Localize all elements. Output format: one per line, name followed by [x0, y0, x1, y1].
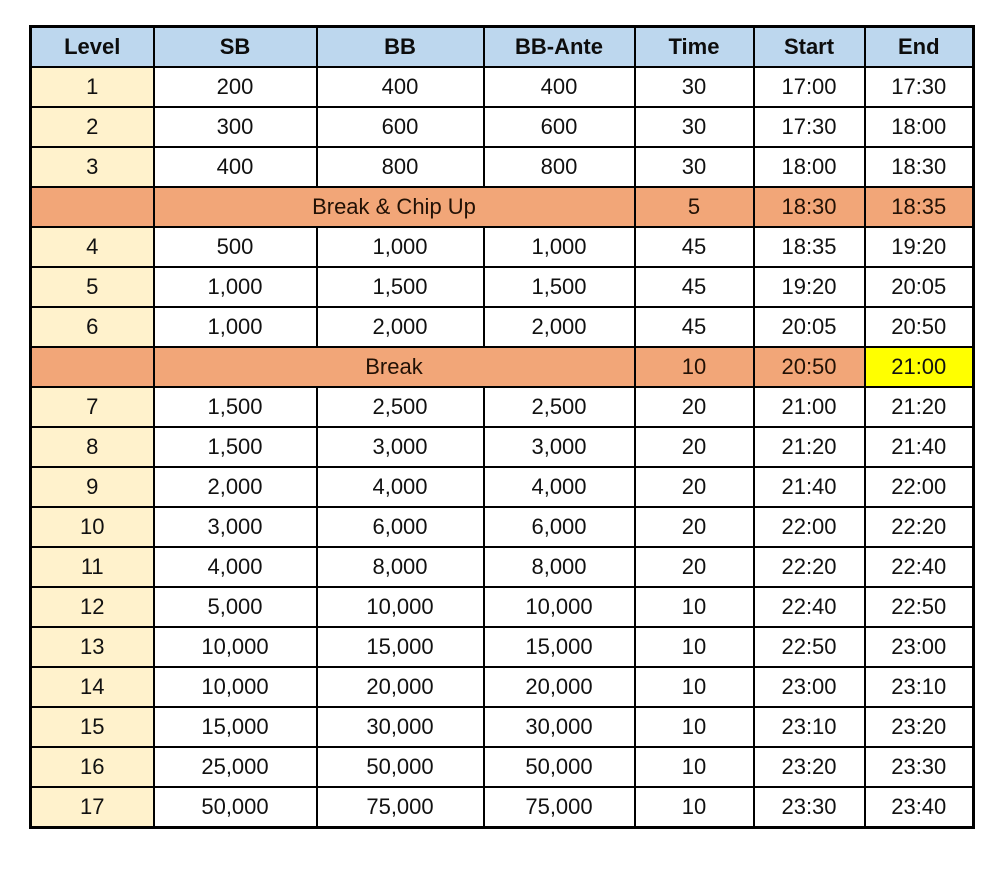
- cell-level: 17: [31, 787, 154, 828]
- cell-end-highlighted: 21:00: [865, 347, 974, 387]
- level-row: [31, 627, 974, 667]
- cell-time: 10: [635, 667, 754, 707]
- cell-bb-ante: 8,000: [484, 547, 635, 587]
- cell-bb: 50,000: [317, 747, 484, 787]
- cell-bb: 10,000: [317, 587, 484, 627]
- cell-start: 22:50: [754, 627, 865, 667]
- cell-time: 10: [635, 707, 754, 747]
- cell-end: 23:00: [865, 627, 974, 667]
- cell-bb-ante: 800: [484, 147, 635, 187]
- cell-level: 5: [31, 267, 154, 307]
- cell-bb-ante: 75,000: [484, 787, 635, 828]
- cell-level: 4: [31, 227, 154, 267]
- cell-bb-ante: 1,500: [484, 267, 635, 307]
- cell-bb: 4,000: [317, 467, 484, 507]
- cell-level: 10: [31, 507, 154, 547]
- table-header: [31, 27, 974, 68]
- cell-sb: 3,000: [154, 507, 317, 547]
- cell-start: 18:00: [754, 147, 865, 187]
- level-row: [31, 427, 974, 467]
- cell-bb-ante: 600: [484, 107, 635, 147]
- cell-bb-ante: 10,000: [484, 587, 635, 627]
- cell-sb: 200: [154, 67, 317, 107]
- cell-sb: 2,000: [154, 467, 317, 507]
- cell-start: 21:40: [754, 467, 865, 507]
- cell-end: 22:50: [865, 587, 974, 627]
- break-row: [31, 347, 974, 387]
- cell-sb: 1,000: [154, 267, 317, 307]
- column-header-bb: BB: [317, 27, 484, 68]
- cell-bb-ante: 6,000: [484, 507, 635, 547]
- level-row: [31, 587, 974, 627]
- cell-sb: 1,500: [154, 387, 317, 427]
- cell-sb: 25,000: [154, 747, 317, 787]
- cell-start: 22:40: [754, 587, 865, 627]
- cell-level: 14: [31, 667, 154, 707]
- cell-bb: 2,500: [317, 387, 484, 427]
- cell-level: 13: [31, 627, 154, 667]
- cell-start: 23:10: [754, 707, 865, 747]
- cell-level-empty: [31, 187, 154, 227]
- cell-start: 18:35: [754, 227, 865, 267]
- cell-level: 12: [31, 587, 154, 627]
- cell-start: 19:20: [754, 267, 865, 307]
- level-row: [31, 467, 974, 507]
- level-row: [31, 707, 974, 747]
- cell-bb: 30,000: [317, 707, 484, 747]
- cell-sb: 10,000: [154, 667, 317, 707]
- cell-end: 20:05: [865, 267, 974, 307]
- level-row: [31, 67, 974, 107]
- cell-start: 23:30: [754, 787, 865, 828]
- level-row: [31, 547, 974, 587]
- cell-bb: 15,000: [317, 627, 484, 667]
- cell-bb: 75,000: [317, 787, 484, 828]
- cell-bb: 1,500: [317, 267, 484, 307]
- cell-bb: 2,000: [317, 307, 484, 347]
- cell-bb: 6,000: [317, 507, 484, 547]
- cell-bb: 800: [317, 147, 484, 187]
- break-row: [31, 187, 974, 227]
- cell-end: 17:30: [865, 67, 974, 107]
- cell-end: 20:50: [865, 307, 974, 347]
- cell-time: 45: [635, 307, 754, 347]
- cell-end: 23:20: [865, 707, 974, 747]
- cell-level: 16: [31, 747, 154, 787]
- cell-bb-ante: 15,000: [484, 627, 635, 667]
- cell-bb: 1,000: [317, 227, 484, 267]
- cell-level: 2: [31, 107, 154, 147]
- cell-bb: 400: [317, 67, 484, 107]
- cell-start: 21:00: [754, 387, 865, 427]
- cell-bb-ante: 1,000: [484, 227, 635, 267]
- cell-bb-ante: 2,500: [484, 387, 635, 427]
- column-header-sb: SB: [154, 27, 317, 68]
- cell-level: 9: [31, 467, 154, 507]
- cell-time: 30: [635, 107, 754, 147]
- cell-sb: 50,000: [154, 787, 317, 828]
- cell-start: 17:00: [754, 67, 865, 107]
- cell-sb: 5,000: [154, 587, 317, 627]
- level-row: [31, 307, 974, 347]
- cell-sb: 10,000: [154, 627, 317, 667]
- cell-level-empty: [31, 347, 154, 387]
- cell-level: 8: [31, 427, 154, 467]
- cell-time: 45: [635, 227, 754, 267]
- cell-time: 20: [635, 507, 754, 547]
- cell-end: 19:20: [865, 227, 974, 267]
- cell-time: 30: [635, 147, 754, 187]
- cell-sb: 300: [154, 107, 317, 147]
- cell-level: 15: [31, 707, 154, 747]
- cell-sb: 400: [154, 147, 317, 187]
- cell-time: 10: [635, 587, 754, 627]
- level-row: [31, 747, 974, 787]
- cell-bb-ante: 4,000: [484, 467, 635, 507]
- level-row: [31, 267, 974, 307]
- cell-bb: 3,000: [317, 427, 484, 467]
- cell-level: 3: [31, 147, 154, 187]
- cell-end: 23:10: [865, 667, 974, 707]
- cell-time: 20: [635, 547, 754, 587]
- cell-bb-ante: 3,000: [484, 427, 635, 467]
- cell-start: 23:00: [754, 667, 865, 707]
- level-row: [31, 107, 974, 147]
- cell-time: 10: [635, 347, 754, 387]
- cell-bb: 20,000: [317, 667, 484, 707]
- cell-level: 7: [31, 387, 154, 427]
- cell-start: 21:20: [754, 427, 865, 467]
- cell-time: 45: [635, 267, 754, 307]
- cell-time: 5: [635, 187, 754, 227]
- cell-end: 18:00: [865, 107, 974, 147]
- cell-level: 11: [31, 547, 154, 587]
- cell-level: 6: [31, 307, 154, 347]
- cell-sb: 1,000: [154, 307, 317, 347]
- cell-time: 10: [635, 787, 754, 828]
- cell-time: 10: [635, 627, 754, 667]
- cell-sb: 500: [154, 227, 317, 267]
- level-row: [31, 387, 974, 427]
- level-row: [31, 227, 974, 267]
- cell-end: 22:20: [865, 507, 974, 547]
- cell-bb-ante: 30,000: [484, 707, 635, 747]
- cell-bb-ante: 50,000: [484, 747, 635, 787]
- cell-time: 20: [635, 427, 754, 467]
- cell-sb: 1,500: [154, 427, 317, 467]
- column-header-time: Time: [635, 27, 754, 68]
- cell-start: 22:00: [754, 507, 865, 547]
- level-row: [31, 147, 974, 187]
- cell-bb-ante: 20,000: [484, 667, 635, 707]
- cell-end: 18:30: [865, 147, 974, 187]
- blind-structure-body: [31, 67, 974, 828]
- cell-start: 20:50: [754, 347, 865, 387]
- column-header-start: Start: [754, 27, 865, 68]
- cell-end: 21:40: [865, 427, 974, 467]
- cell-end: 21:20: [865, 387, 974, 427]
- cell-sb: 15,000: [154, 707, 317, 747]
- cell-end: 22:00: [865, 467, 974, 507]
- cell-start: 22:20: [754, 547, 865, 587]
- cell-bb-ante: 400: [484, 67, 635, 107]
- cell-time: 20: [635, 467, 754, 507]
- cell-end: 23:40: [865, 787, 974, 828]
- column-header-end: End: [865, 27, 974, 68]
- cell-sb: 4,000: [154, 547, 317, 587]
- blind-structure-table: [29, 25, 975, 829]
- cell-time: 30: [635, 67, 754, 107]
- cell-start: 18:30: [754, 187, 865, 227]
- cell-start: 17:30: [754, 107, 865, 147]
- column-header-bb-ante: BB-Ante: [484, 27, 635, 68]
- column-header-level: Level: [31, 27, 154, 68]
- cell-end: 18:35: [865, 187, 974, 227]
- break-label: Break & Chip Up: [154, 187, 635, 227]
- header-row: [31, 27, 974, 68]
- level-row: [31, 667, 974, 707]
- cell-bb: 8,000: [317, 547, 484, 587]
- cell-end: 23:30: [865, 747, 974, 787]
- cell-start: 20:05: [754, 307, 865, 347]
- level-row: [31, 787, 974, 828]
- break-label: Break: [154, 347, 635, 387]
- cell-bb-ante: 2,000: [484, 307, 635, 347]
- cell-time: 10: [635, 747, 754, 787]
- level-row: [31, 507, 974, 547]
- cell-start: 23:20: [754, 747, 865, 787]
- cell-bb: 600: [317, 107, 484, 147]
- cell-end: 22:40: [865, 547, 974, 587]
- cell-level: 1: [31, 67, 154, 107]
- cell-time: 20: [635, 387, 754, 427]
